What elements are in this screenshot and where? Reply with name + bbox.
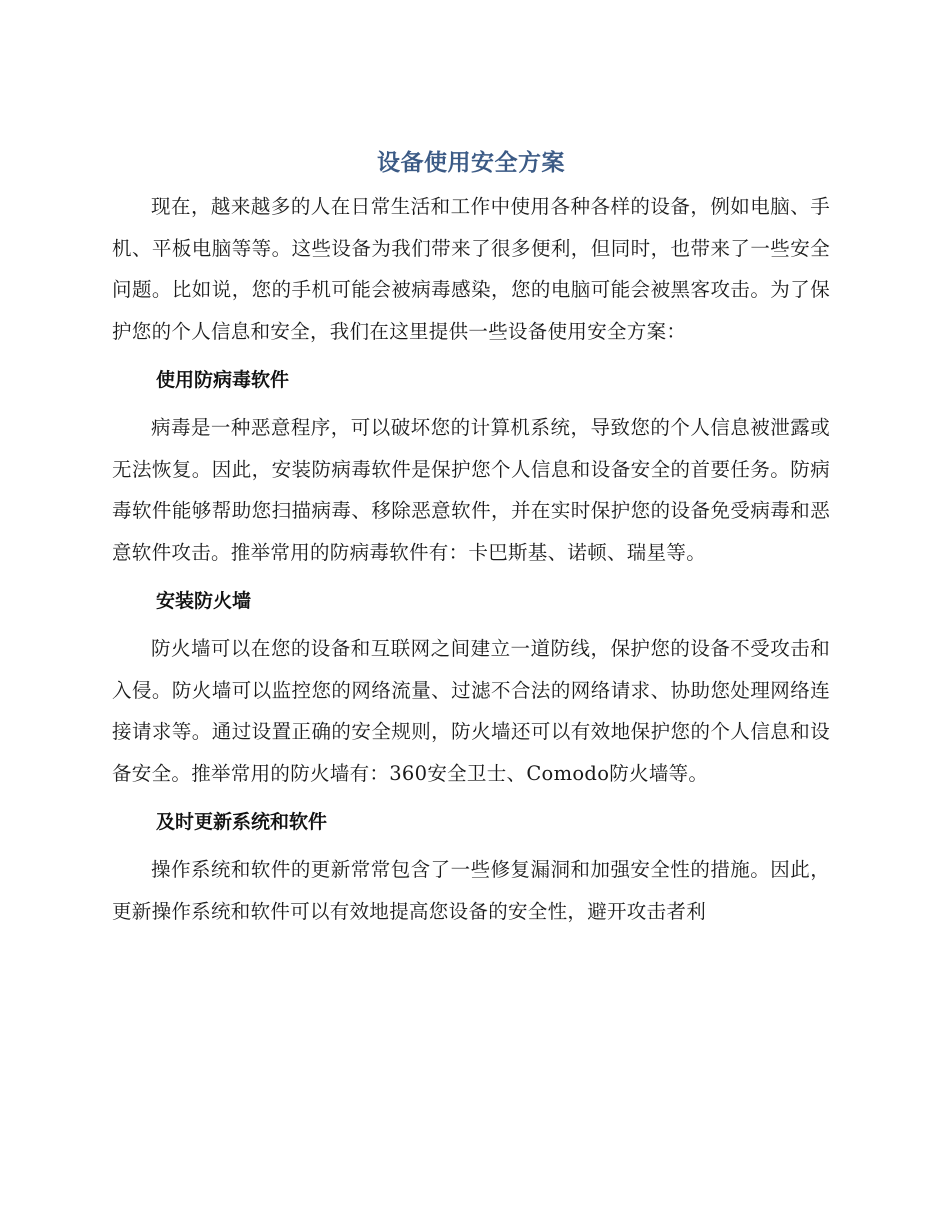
section-body-antivirus: 病毒是一种恶意程序，可以破坏您的计算机系统，导致您的个人信息被泄露或无法恢复。因此，安装防病毒软件是保护您个人信息和设备安全的首要任务。防病毒软件能够帮助您扫描病毒、移除恶意软件，并在实时保护您的设备免受病毒和恶意软件攻击。推举常用的防病毒软件有：卡巴斯基、诺顿、瑞星等。 [112, 416, 830, 564]
document-title: 设备使用安全方案 [377, 150, 565, 176]
section-heading-antivirus: 使用防病毒软件 [156, 369, 290, 391]
section-body-firewall: 防火墙可以在您的设备和互联网之间建立一道防线，保护您的设备不受攻击和入侵。防火墙可以监控您的网络流量、过滤不合法的网络请求、协助您处理网络连接请求等。通过设置正确的安全规则，防火墙还可以有效地保护您的个人信息和设备安全。推举常用的防火墙有：360安全卫士、Comodo防火墙等。 [112, 637, 830, 785]
intro-paragraph: 现在，越来越多的人在日常生活和工作中使用各种各样的设备，例如电脑、手机、平板电脑等等。这些设备为我们带来了很多便利，但同时，也带来了一些安全问题。比如说，您的手机可能会被病毒感染，您的电脑可能会被黑客攻击。为了保护您的个人信息和安全，我们在这里提供一些设备使用安全方案： [112, 195, 830, 343]
document-body [112, 140, 830, 932]
section-heading-firewall: 安装防火墙 [156, 590, 252, 612]
section-heading-updates: 及时更新系统和软件 [156, 811, 328, 833]
section-body-updates: 操作系统和软件的更新常常包含了一些修复漏洞和加强安全性的措施。因此，更新操作系统和软件可以有效地提高您设备的安全性，避开攻击者利 [112, 858, 830, 923]
